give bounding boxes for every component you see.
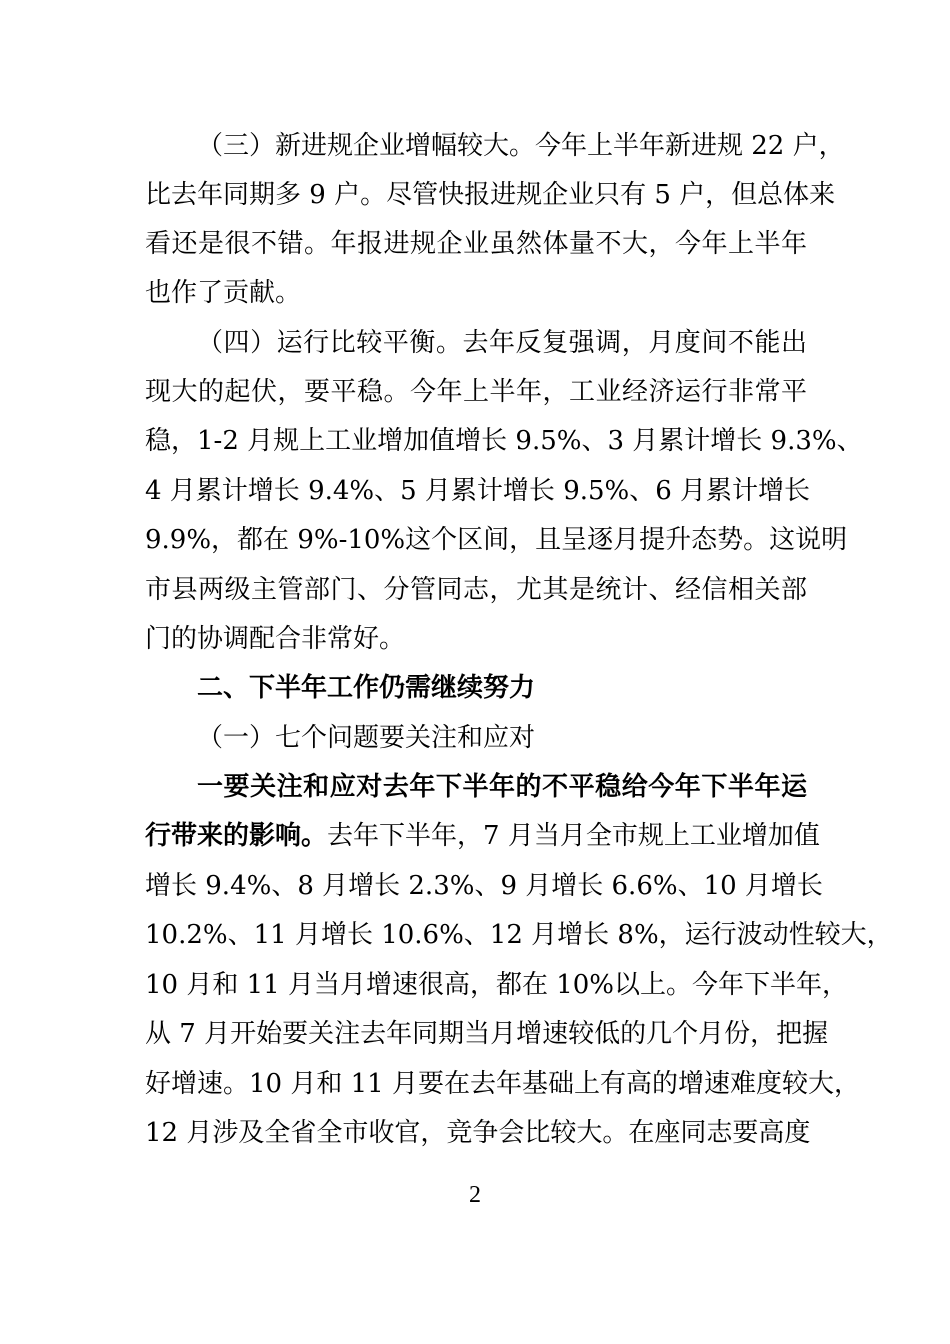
bold-lead-text: 行带来的影响。 — [145, 821, 328, 851]
section-heading: 二、下半年工作仍需继续努力 — [197, 673, 536, 703]
text-line — [145, 812, 820, 861]
text-line: （三）新进规企业增幅较大。今年上半年新进规 22 户， — [197, 131, 845, 161]
text-line: 看还是很不错。年报进规企业虽然体量不大，今年上半年 — [145, 229, 807, 259]
text-line: 12 月涉及全省全市收官，竞争会比较大。在座同志要高度 — [145, 1118, 811, 1148]
text-line: 稳，1-2 月规上工业增加值增长 9.5%、3 月累计增长 9.3%、 — [145, 426, 863, 456]
text-line: 从 7 月开始要关注去年同期当月增速较低的几个月份，把握 — [145, 1019, 829, 1049]
text-line: 门的协调配合非常好。 — [145, 624, 406, 654]
text-line: （四）运行比较平衡。去年反复强调，月度间不能出 — [197, 328, 807, 358]
subsection-heading: （一）七个问题要关注和应对 — [197, 723, 536, 753]
text-line: 10.2%、11 月增长 10.6%、12 月增长 8%，运行波动性较大， — [145, 920, 893, 950]
text-line: 9.9%，都在 9%-10%这个区间，且呈逐月提升态势。这说明 — [145, 525, 848, 555]
text-line: 10 月和 11 月当月增速很高，都在 10%以上。今年下半年， — [145, 970, 849, 1000]
text-line: 好增速。10 月和 11 月要在去年基础上有高的增速难度较大， — [145, 1069, 860, 1099]
text-line: 也作了贡献。 — [145, 278, 302, 308]
bold-lead-line: 一要关注和应对去年下半年的不平稳给今年下半年运 — [197, 772, 807, 802]
text-line: 4 月累计增长 9.4%、5 月累计增长 9.5%、6 月累计增长 — [145, 476, 811, 506]
page-number: 2 — [469, 1182, 481, 1208]
text-line: 市县两级主管部门、分管同志，尤其是统计、经信相关部 — [145, 575, 807, 605]
text-line: 比去年同期多 9 户。尽管快报进规企业只有 5 户，但总体来 — [145, 180, 836, 210]
text-line: 现大的起伏，要平稳。今年上半年，工业经济运行非常平 — [145, 377, 807, 407]
text-line: 增长 9.4%、8 月增长 2.3%、9 月增长 6.6%、10 月增长 — [145, 871, 823, 901]
text-run: 去年下半年，7 月当月全市规上工业增加值 — [327, 821, 820, 851]
